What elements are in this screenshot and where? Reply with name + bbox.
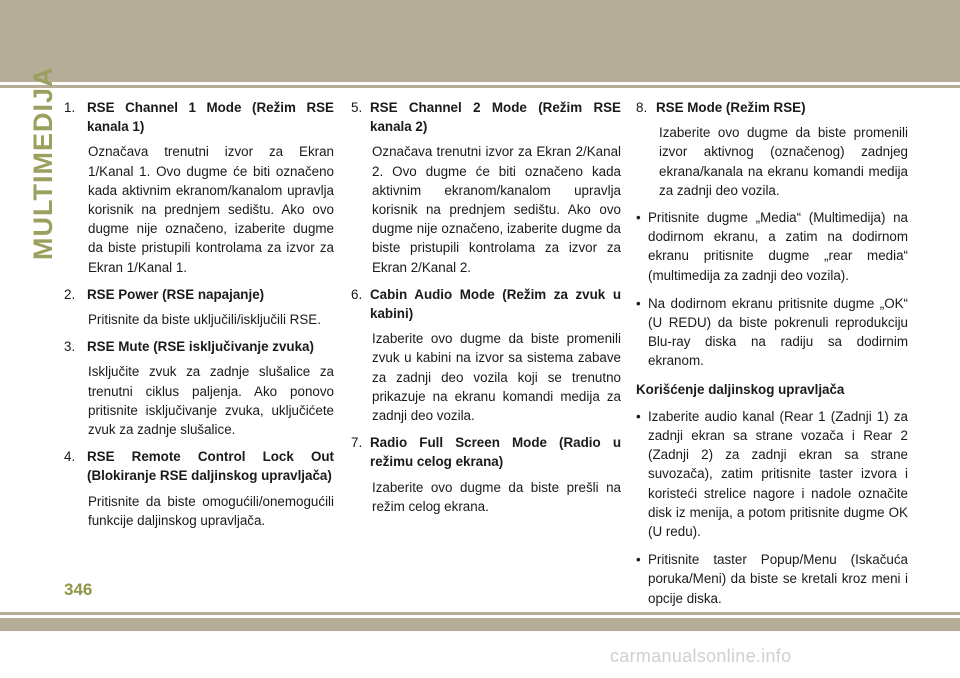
column-2 [351,98,621,524]
item-heading: RSE Power (RSE napajanje) [87,286,265,302]
item-body: Označava trenutni izvor za Ekran 1/Kanal 1. Ovo dugme će biti označeno kada aktivnim ekranom/kanalom upravlja korisnik na prednjem sedištu. Ako ovo dugme nije označeno, izaberite dugme da biste pristupili kontrolama za izvor za Ekran 1/Kanal 1. [88,144,334,275]
bullet-item [636,407,908,541]
section-heading: Korišćenje daljinskog upravljača [636,381,845,397]
footer-band [0,618,960,631]
watermark: carmanualsonline.info [610,646,792,666]
item-body: Pritisnite da biste omogućili/onemogućili funkcije daljinskog upravljača. [88,493,334,528]
bullet-marker: • [636,552,641,568]
bullet-text: Pritisnite taster Popup/Menu (Iskačuća poruka/Meni) da biste se kretali kroz meni i opcije diska. [648,552,908,606]
item-number: 1. [64,100,76,115]
bullet-item [636,550,908,608]
item-number: 7. [351,435,363,451]
list-item-7 [351,433,621,516]
list-item-2 [64,285,334,329]
item-number: 6. [351,286,363,302]
item-number: 4. [64,449,76,465]
item-number: 3. [64,339,76,355]
bullet-text: Izaberite audio kanal (Rear 1 (Zadnji 1) za zadnji ekran sa strane vozača i Rear 2 (Zadnji 2) za zadnji ekran sa strane suvozača), zatim pritisnite taster izvora i koristeći strelice nagore i nadole označite disk iz menija, a potom pritisnite dugme OK (U redu). [648,408,908,540]
item-body: Izaberite ovo dugme da biste promenili izvor aktivnog (označenog) zadnjeg ekrana/kanala na ekranu komandi medija za zadnji deo vozila. [659,125,908,198]
bullet-text: Na dodirnom ekranu pritisnite dugme „OK“ (U REDU) da biste pokrenuli reprodukciju Blu-ray diska na radiju sa dodirnim ekranom. [648,295,908,369]
item-number: 2. [64,286,76,302]
item-body: Izaberite ovo dugme da biste promenili zvuk u kabini na izvor sa sistema zabave za zadnji deo vozila koji se trenutno prikazuje na ekranu komandi medija za zadnji deo vozila. [372,331,621,424]
section-tab: MULTIMEDIJA [28,66,58,260]
column-1 [64,98,334,538]
bullet-marker: • [636,408,641,424]
list-item-6 [351,285,621,425]
item-number: 8. [636,100,648,115]
item-number: 5. [351,100,363,115]
bullet-marker: • [636,210,641,226]
item-body: Označava trenutni izvor za Ekran 2/Kanal 2. Ovo dugme će biti označeno kada aktivnim ekranom/kanalom upravlja korisnik na prednjem sedištu. Ako ovo dugme nije označeno, izaberite dugme da biste pristupili kontrolama za izvor za Ekran 2/Kanal 2. [372,144,621,275]
item-heading: RSE Channel 1 Mode (Režim RSE kanala 1) [87,100,334,135]
item-heading: Radio Full Screen Mode (Radio u režimu celog ekrana) [370,435,621,470]
bullet-item [636,208,908,285]
list-item-5 [351,98,621,277]
header-band [0,0,960,82]
list-item-1 [64,98,334,277]
item-heading: RSE Channel 2 Mode (Režim RSE kanala 2) [370,100,621,135]
bullet-text: Pritisnite dugme „Media“ (Multimedija) na dodirnom ekranu, a zatim na dodirnom ekranu pritisnite dugme „rear media“ (multimedija za zadnji deo vozila). [648,210,908,283]
list-item-3 [64,337,334,439]
page-number: 346 [64,580,93,599]
bullet-marker: • [636,295,641,311]
item-body: Pritisnite da biste uključili/isključili RSE. [88,312,321,328]
bullet-item [636,294,908,371]
list-item-4 [64,447,334,530]
item-heading: RSE Mute (RSE isključivanje zvuka) [87,339,314,355]
item-body: Isključite zvuk za zadnje slušalice za trenutni ciklus paljenja. Ako ponovo pritisnite isključivanje zvuka, uključićete zvuk za zadnje slušalice. [88,364,334,438]
header-rule [0,85,960,88]
item-body: Izaberite ovo dugme da biste prešli na režim celog ekrana. [372,479,621,514]
item-heading: Cabin Audio Mode (Režim za zvuk u kabini) [370,286,621,322]
footer-rule [0,612,960,615]
list-item-8 [636,98,908,200]
item-heading: RSE Remote Control Lock Out (Blokiranje RSE daljinskog upravljača) [87,449,334,484]
column-3 [636,98,908,617]
item-heading: RSE Mode (Režim RSE) [656,100,806,115]
